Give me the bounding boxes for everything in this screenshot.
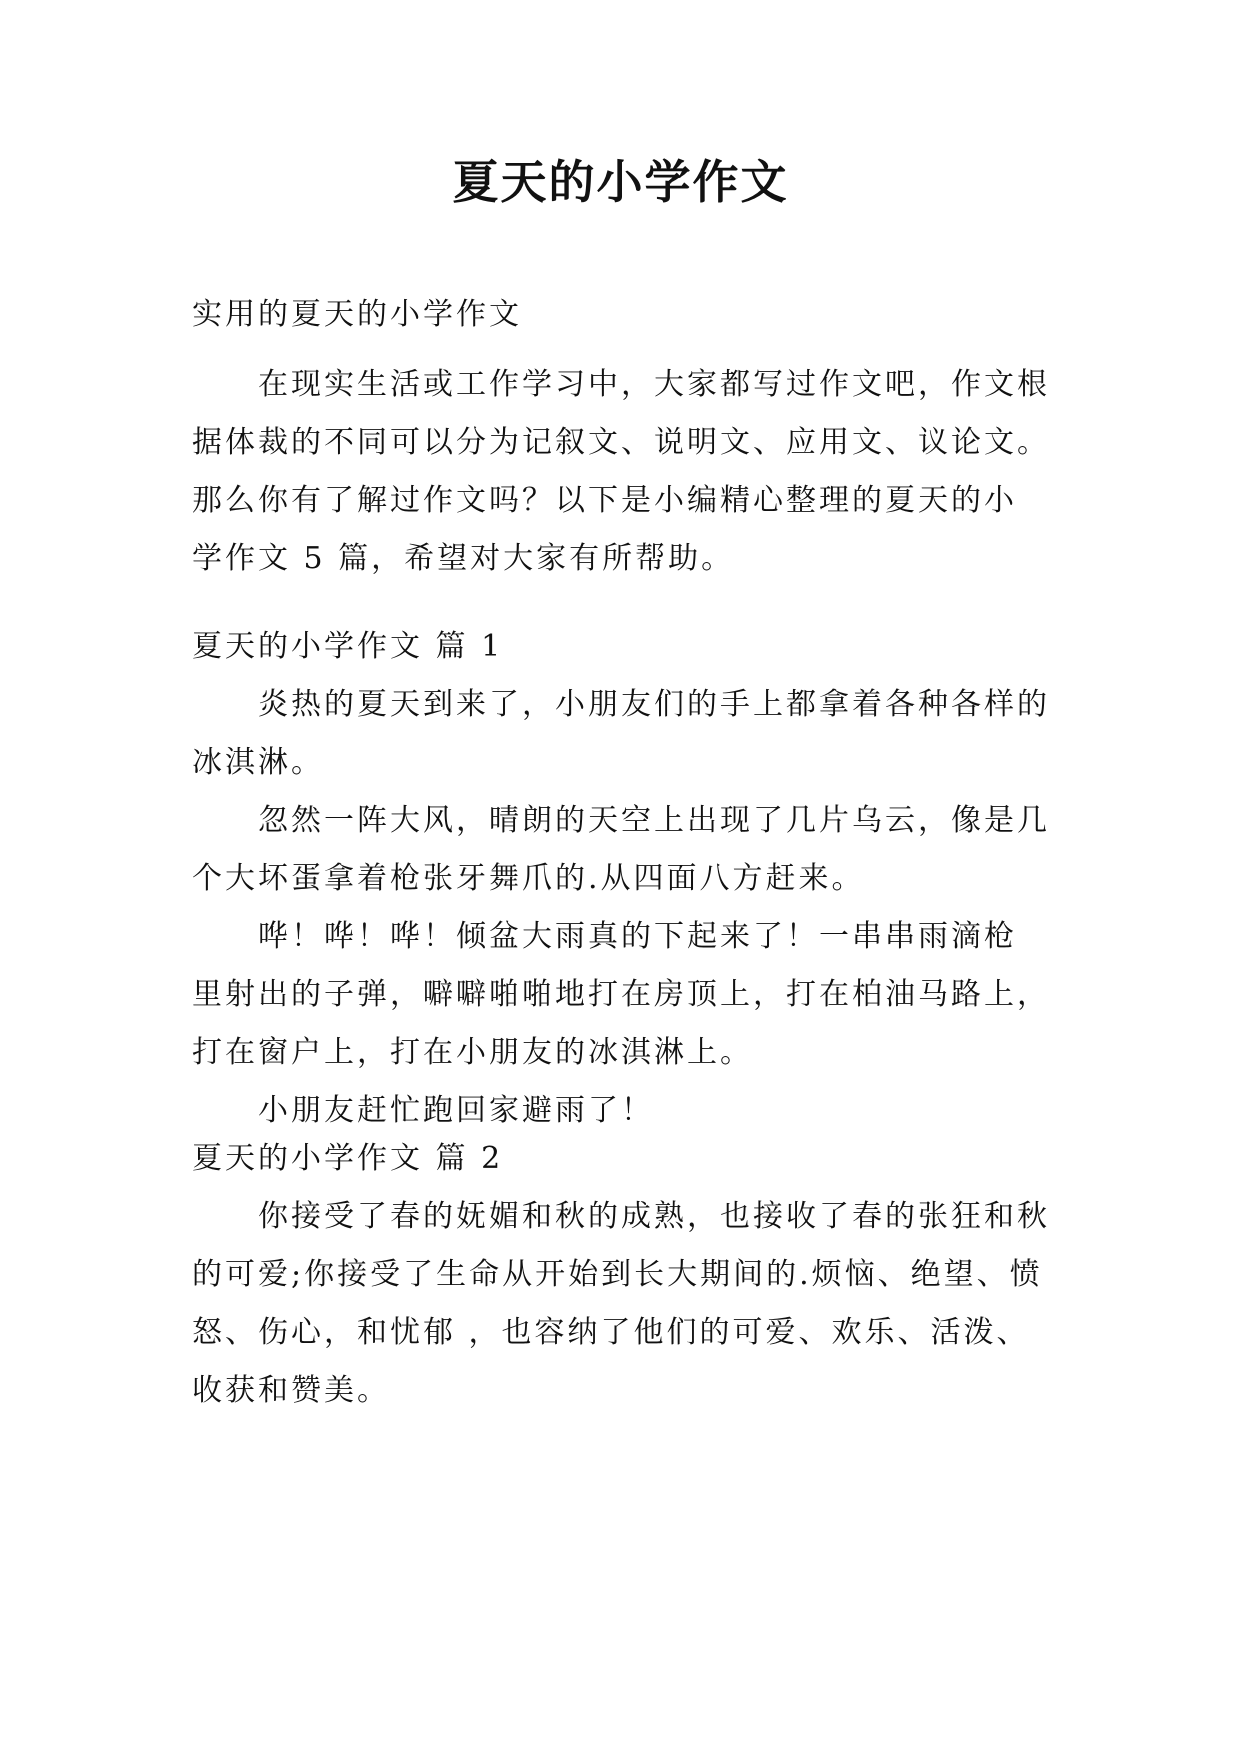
document-title: 夏天的小学作文	[452, 155, 789, 209]
intro-line: 那么你有了解过作文吗？以下是小编精心整理的夏天的小	[192, 483, 1017, 518]
section-2-paragraph-1	[192, 1188, 1072, 1420]
paragraph-line: 你接受了春的妩媚和秋的成熟，也接收了春的张狂和秋	[258, 1199, 1050, 1234]
document-subtitle: 实用的夏天的小学作文	[192, 297, 522, 332]
paragraph-line: 个大坏蛋拿着枪张牙舞爪的.从四面八方赶来。	[192, 861, 865, 896]
paragraph-line: 哗！哗！哗！倾盆大雨真的下起来了！一串串雨滴枪	[258, 919, 1017, 954]
section-1-paragraph-1	[192, 676, 1072, 792]
intro-line: 学作文 5 篇，希望对大家有所帮助。	[192, 541, 735, 576]
intro-line: 据体裁的不同可以分为记叙文、说明文、应用文、议论文。	[192, 425, 1050, 460]
section-1-paragraph-3	[192, 908, 1072, 1082]
paragraph-line: 里射出的子弹，噼噼啪啪地打在房顶上，打在柏油马路上，	[192, 977, 1050, 1012]
paragraph-line: 忽然一阵大风，晴朗的天空上出现了几片乌云，像是几	[258, 803, 1050, 838]
paragraph-line: 打在窗户上，打在小朋友的冰淇淋上。	[192, 1035, 753, 1070]
section-2	[192, 1130, 1072, 1420]
paragraph-line: 的可爱;你接受了生命从开始到长大期间的.烦恼、绝望、愤	[192, 1257, 1043, 1292]
paragraph-line: 收获和赞美。	[192, 1373, 390, 1408]
section-1-heading: 夏天的小学作文 篇 1	[192, 629, 504, 664]
intro-line: 在现实生活或工作学习中，大家都写过作文吧，作文根	[258, 367, 1050, 402]
paragraph-line: 炎热的夏天到来了，小朋友们的手上都拿着各种各样的	[258, 687, 1050, 722]
paragraph-line: 小朋友赶忙跑回家避雨了！	[258, 1093, 654, 1128]
section-1-paragraph-2	[192, 792, 1072, 908]
section-2-heading: 夏天的小学作文 篇 2	[192, 1141, 504, 1176]
section-1	[192, 618, 1072, 1140]
intro-paragraph	[192, 356, 1072, 588]
paragraph-line: 怒、伤心，和忧郁 ，也容纳了他们的可爱、欢乐、活泼、	[192, 1315, 1030, 1350]
paragraph-line: 冰淇淋。	[192, 745, 324, 780]
